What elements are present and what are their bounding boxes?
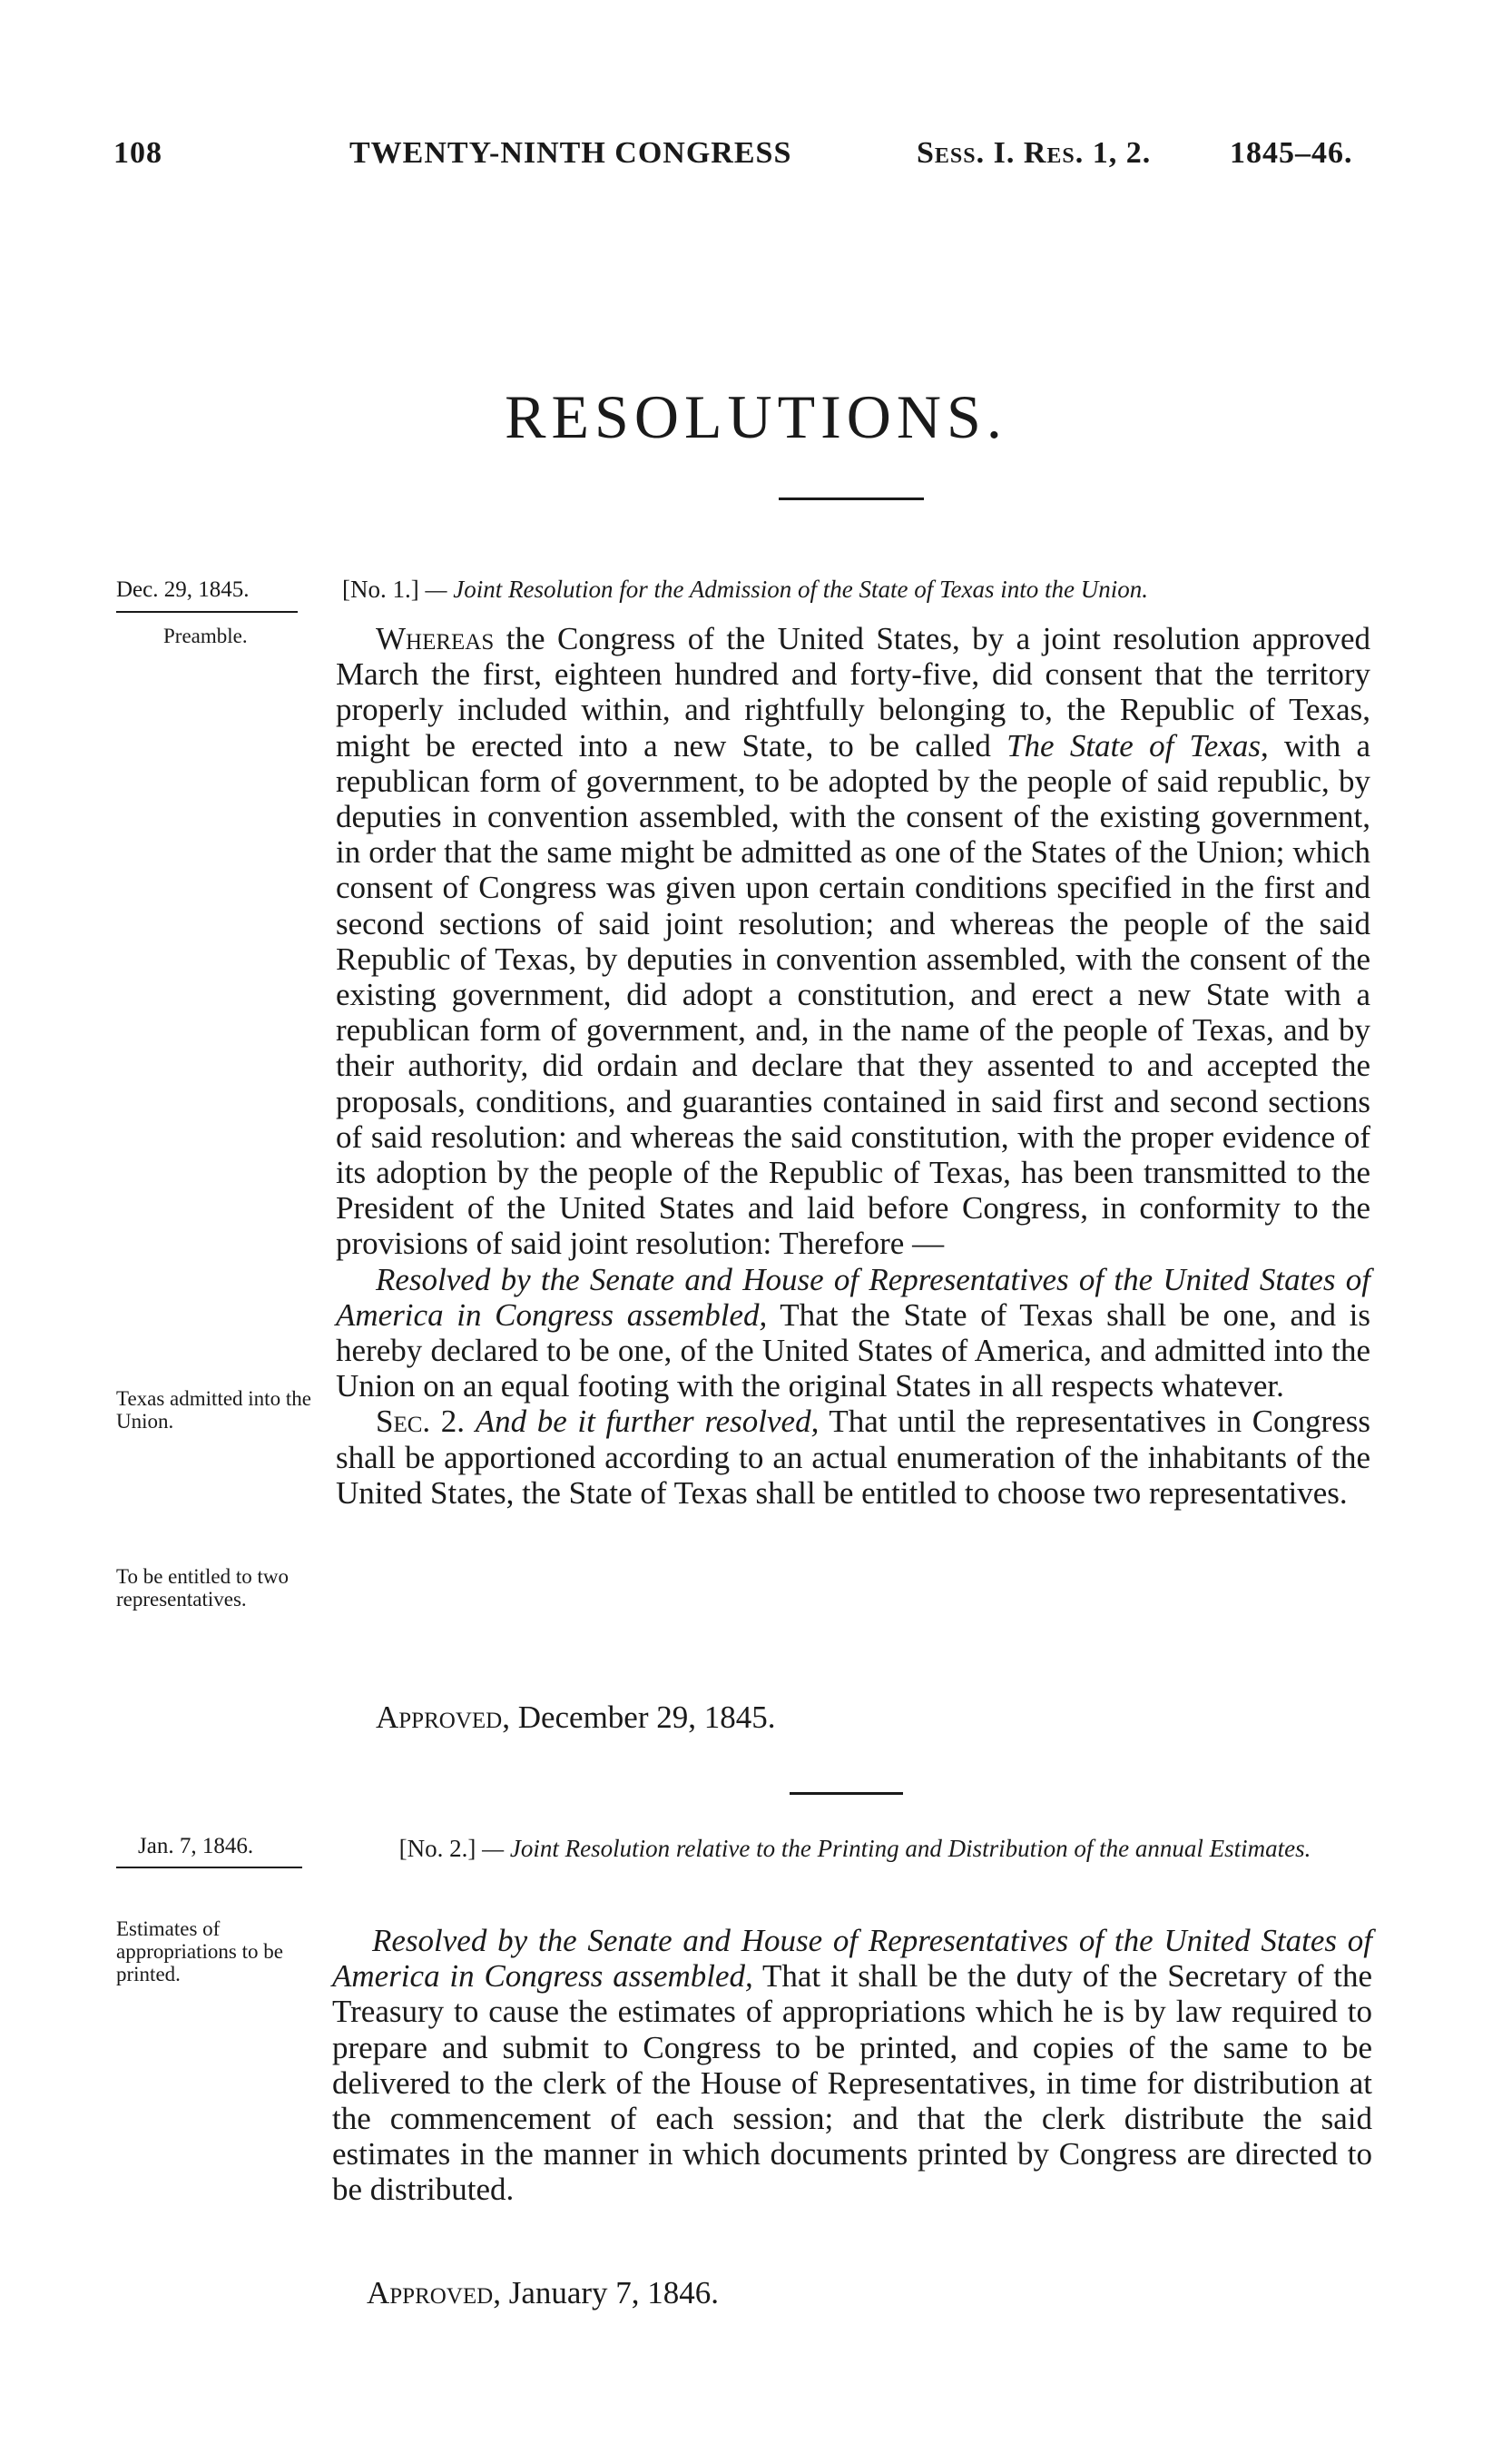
session-years: 1845–46. bbox=[1230, 136, 1353, 170]
running-head bbox=[113, 136, 1384, 182]
page-number: 108 bbox=[113, 136, 162, 170]
resolution-1-number: [No. 1.] bbox=[342, 576, 419, 603]
approved-date-2: January 7, 1846. bbox=[500, 2275, 720, 2310]
section-title: RESOLUTIONS. bbox=[505, 382, 1007, 451]
section-2-label: Sec. 2. bbox=[376, 1404, 466, 1440]
title-rule bbox=[779, 498, 924, 500]
resolution-2-heading bbox=[338, 1834, 1372, 1864]
resolution-2-paragraph bbox=[332, 1923, 1372, 2208]
resolution-1-body bbox=[336, 621, 1370, 1511]
resolution-2-date: Jan. 7, 1846. bbox=[138, 1834, 254, 1858]
resolution-2-text: That it shall be the duty of the Secretary of the Treasury to cause the estimates of appropriations which he is by law required to prepare and submit to Congress to be printed, and copies of the same to be delivered to the clerk of the House of Representatives, in time for distribution at the commencement of each session; and that the clerk distribute the said estimates in the manner in which documents printed by Congress are directed to be distributed. bbox=[332, 1958, 1372, 2208]
state-name: The State of Texas bbox=[1006, 727, 1261, 764]
enacting-paragraph bbox=[336, 1262, 1370, 1404]
margin-note-estimates: Estimates of appropriations to be printed. bbox=[116, 1917, 283, 1985]
section-2-paragraph bbox=[336, 1404, 1370, 1511]
congress-title: TWENTY-NINTH CONGRESS bbox=[349, 136, 792, 170]
resolution-1-heading bbox=[342, 576, 1377, 604]
approved-date: December 29, 1845. bbox=[509, 1699, 776, 1735]
margin-note-texas-admitted: Texas admitted into the Union. bbox=[116, 1387, 311, 1433]
preamble-text: the Congress of the United States, by a joint resolution approved March the first, eighteen hundred and forty-five, did consent that the territory properly included within, and rightfully belonging to, the Republic of Texas, might be erected into a new State, to be called bbox=[336, 621, 1370, 764]
approved-label-2: Approved, bbox=[367, 2275, 501, 2310]
resolution-2-heading-text: — Joint Resolution relative to the Printing and Distribution of the annual Estimates. bbox=[482, 1835, 1311, 1862]
section-2-text: That until the representatives in Congress shall be apportioned according to an actual enumeration of the inhabitants of the United States, the State of Texas shall be entitled to choose two representatives. bbox=[336, 1404, 1370, 1511]
section-2-clause: And be it further resolved, bbox=[475, 1404, 820, 1440]
preamble-paragraph bbox=[336, 621, 1370, 1262]
enacting-text: That the State of Texas shall be one, and is hereby declared to be one, of the United States of America, and admitted into the Union on an equal footing with the original States in all respects whatever. bbox=[336, 1296, 1371, 1404]
resolution-2-enacting-clause: Resolved by the Senate and House of Representatives of the United States of America in Congress assembled, bbox=[332, 1923, 1372, 1995]
resolution-1-approved bbox=[376, 1699, 776, 1736]
approved-label: Approved, bbox=[376, 1699, 510, 1735]
margin-note-preamble: Preamble. bbox=[163, 625, 248, 647]
session-reference: Sess. I. Res. 1, 2. bbox=[917, 136, 1152, 170]
resolution-2-approved bbox=[367, 2275, 719, 2311]
resolution-1-heading-text: — Joint Resolution for the Admission of the State of Texas into the Union. bbox=[425, 576, 1148, 603]
preamble-text-continued: , with a republican form of government, to be adopted by the people of said republic, by deputies in convention assembled, with the consent of the existing government, in order that the same might be admitted as one of the States of the Union; which consent of Congress was given upon certain conditions specified in the first and second sections of said joint resolution; and whereas the people of the said Republic of Texas, by deputies in convention assembled, with the consent of the existing government, did adopt a constitution, and erect a new State with a republican form of government, and, in the name of the people of Texas, and by their authority, did ordain and declare that they assented to and accepted the proposals, conditions, and guaranties contained in said first and second sections of said resolution: and whereas the said constitution, with the proper evidence of its adoption by the people of the Republic of Texas, has been transmitted to the President of the United States and laid before Congress, in conformity to the provisions of said joint resolution: Therefore — bbox=[336, 727, 1370, 1262]
margin-note-representatives: To be entitled to two representatives. bbox=[116, 1565, 290, 1611]
resolution-2-date-rule bbox=[116, 1867, 302, 1868]
resolution-1-date-rule bbox=[116, 611, 298, 613]
resolution-2-body bbox=[332, 1923, 1372, 2208]
resolution-2-number: [No. 2.] bbox=[398, 1835, 476, 1862]
enacting-clause: Resolved by the Senate and House of Representatives of the United States of America in Congress assembled, bbox=[336, 1261, 1370, 1333]
whereas-word: Whereas bbox=[376, 621, 495, 656]
separator-rule bbox=[790, 1792, 903, 1795]
resolution-1-date: Dec. 29, 1845. bbox=[116, 577, 250, 602]
